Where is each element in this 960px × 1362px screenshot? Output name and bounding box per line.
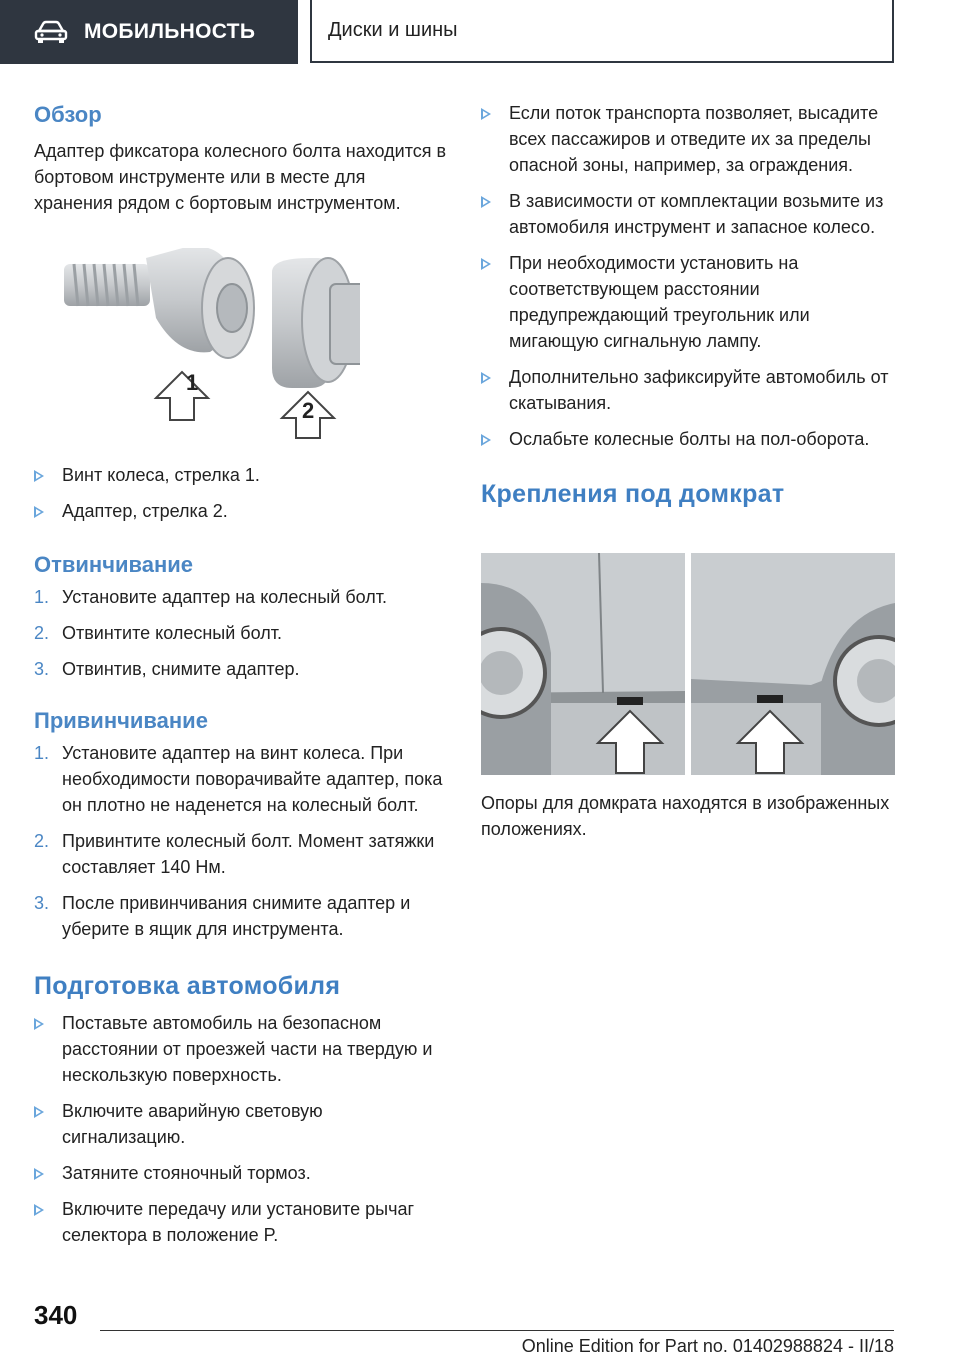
bolt-adapter-figure <box>60 248 360 440</box>
bullet-triangle-icon <box>481 196 491 208</box>
overview-paragraph: Адаптер фиксатора колесного болта находится в бортовом инструменте или в месте для хранения рядом с бортовым инструментом. <box>34 141 447 213</box>
list-item: Поставьте автомобиль на безопасном расстоянии от проезжей части на твердую и нескользкую поверхность. <box>34 1010 449 1088</box>
page-number: 340 <box>34 1300 78 1330</box>
figure-legend <box>34 462 449 524</box>
bullet-triangle-icon <box>481 434 491 446</box>
list-item: 2. Привинтите колесный болт. Момент затяжки составляет 140 Нм. <box>34 831 435 877</box>
bullet-triangle-icon <box>34 1204 44 1216</box>
arrow-label-1: 1 <box>186 370 199 395</box>
overview-heading: Обзор <box>34 102 102 127</box>
bullet-triangle-icon <box>481 372 491 384</box>
list-item: 1. Установите адаптер на винт колеса. При необходимости поворачивайте адаптер, пока он плотно не наденется на колесный болт. <box>34 743 443 815</box>
chapter-tab <box>310 0 894 63</box>
section-tab <box>0 0 298 64</box>
list-item: Затяните стояночный тормоз. <box>34 1160 449 1186</box>
bullet-triangle-icon <box>481 108 491 120</box>
list-item: 1. Установите адаптер на колесный болт. <box>34 587 388 607</box>
list-item: 2. Отвинтите колесный болт. <box>34 623 282 643</box>
section-title: МОБИЛЬНОСТЬ <box>84 20 256 43</box>
jack-points-figure <box>481 553 895 775</box>
unscrew-steps <box>34 584 449 682</box>
list-item: Если поток транспорта позволяет, высадите всех пассажиров и отведите их за пределы опасной зоны, например, за ограждения. <box>481 100 896 178</box>
left-column-lower <box>34 462 449 1248</box>
bullet-triangle-icon <box>34 1106 44 1118</box>
prep-heading: Подготовка автомобиля <box>34 972 341 1000</box>
list-item: Винт колеса, стрелка 1. <box>34 462 449 488</box>
jack-panel-front <box>481 553 685 775</box>
arrow-label-2: 2 <box>302 398 315 423</box>
footer-divider <box>100 1330 894 1331</box>
list-item: При необходимости установить на соответствующем расстоянии предупреждающий треугольник или мигающую сигнальную лампу. <box>481 250 896 354</box>
list-item: Дополнительно зафиксируйте автомобиль от скатывания. <box>481 364 896 416</box>
bullet-triangle-icon <box>34 470 44 482</box>
list-item: 3. Отвинтив, снимите адаптер. <box>34 659 300 679</box>
arrow-2 <box>282 392 334 438</box>
bullet-triangle-icon <box>34 506 44 518</box>
list-item: 3. После привинчивания снимите адаптер и уберите в ящик для инструмента. <box>34 893 411 939</box>
jack-heading: Крепления под домкрат <box>481 480 785 508</box>
unscrew-heading: Отвинчивание <box>34 552 194 577</box>
jack-caption-block <box>481 790 896 842</box>
footer-edition: Online Edition for Part no. 01402988824 - II/18 <box>521 1336 894 1356</box>
bullet-triangle-icon <box>481 258 491 270</box>
prep-list <box>34 1010 449 1248</box>
screw-heading: Привинчивание <box>34 708 208 733</box>
list-item: Адаптер, стрелка 2. <box>34 498 449 524</box>
bullet-triangle-icon <box>34 1168 44 1180</box>
list-item: Включите аварийную световую сигнализацию. <box>34 1098 449 1150</box>
arrow-1 <box>156 370 208 420</box>
wheel-bolt <box>64 248 254 358</box>
jack-panel-rear <box>691 553 895 775</box>
adapter <box>272 258 360 388</box>
left-column <box>34 100 449 216</box>
car-icon <box>34 20 68 44</box>
list-item: Ослабьте колесные болты на пол-оборота. <box>481 426 896 452</box>
list-item: Включите передачу или установите рычаг селектора в положение P. <box>34 1196 449 1248</box>
right-column <box>481 100 896 510</box>
jack-caption: Опоры для домкрата находятся в изображенных положениях. <box>481 793 890 839</box>
screw-steps <box>34 740 449 942</box>
bullet-triangle-icon <box>34 1018 44 1030</box>
prep-list-continued <box>481 100 896 452</box>
chapter-title: Диски и шины <box>328 19 458 41</box>
list-item: В зависимости от комплектации возьмите из автомобиля инструмент и запасное колесо. <box>481 188 896 240</box>
